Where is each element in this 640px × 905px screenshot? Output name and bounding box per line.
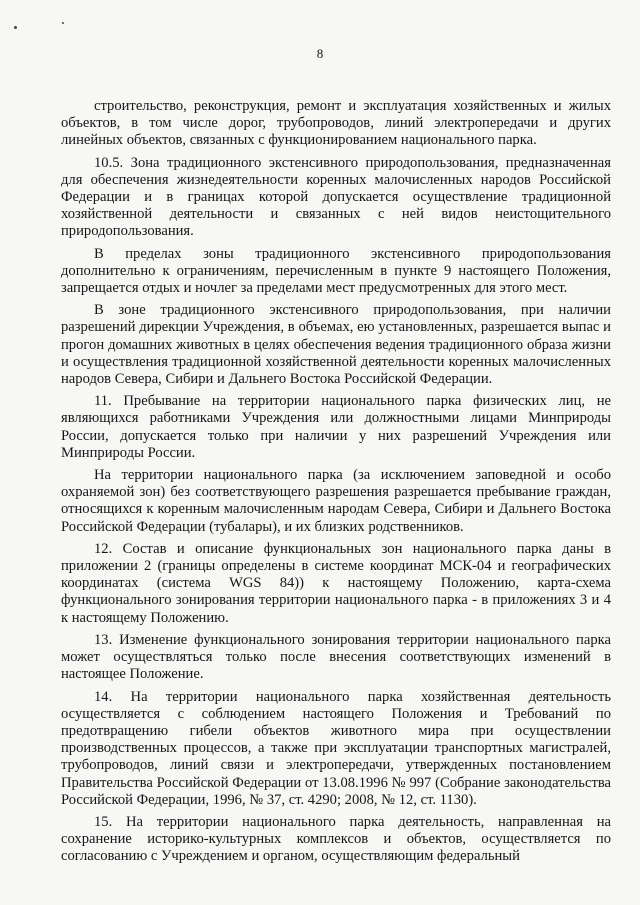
paragraph-indigenous-access: На территории национального парка (за исключением заповедной и особо охраняемой зон) без соответствующего разрешения разрешается пребывание граждан, относящихся к коренным малочисленным народам Севера, Сибири и Дальнего Востока Российской Федерации (тубалары), и их близких родственников. bbox=[61, 467, 611, 535]
paragraph-grazing: В зоне традиционного экстенсивного природопользования, при наличии разрешений дирекции Учреждения, в объемах, ею установленных, разрешается выпас и прогон домашних животных в целях обеспечения ведения традиционного образа жизни и осуществления традиционной хозяйственной деятельности коренных малочисленных народов Севера, Сибири и Дальнего Востока Российской Федерации. bbox=[61, 302, 611, 388]
scan-speck bbox=[14, 26, 17, 29]
page-number: 8 bbox=[316, 46, 324, 61]
paragraph-14: 14. На территории национального парка хозяйственная деятельность осуществляется с соблюдением настоящего Положения и Требований по предотвращению гибели объектов животного мира при осуществлении производственных процессов, а также при эксплуатации транспортных магистралей, трубопроводов, линий связи и электропередачи, утвержденных постановлением Правительства Российской Федерации от 13.08.1996 № 997 (Собрание законодательства Российской Федерации, 1996, № 37, ст. 4290; 2008, № 12, ст. 1130). bbox=[61, 688, 611, 808]
scan-speck bbox=[62, 22, 64, 24]
document-body bbox=[61, 98, 611, 871]
paragraph-10-5: 10.5. Зона традиционного экстенсивного природопользования, предназначенная для обеспечения жизнедеятельности коренных малочисленных народов Российской Федерации и в границах которой допускается осуществление традиционной хозяйственной деятельности и связанных с ней видов неистощительного природопользования. bbox=[61, 154, 611, 240]
paragraph-zone-restrictions: В пределах зоны традиционного экстенсивного природопользования дополнительно к ограничениям, перечисленным в пункте 9 настоящего Положения, запрещается отдых и ночлег за пределами мест предусмотренных для этого мест. bbox=[61, 245, 611, 297]
paragraph-continuation: строительство, реконструкция, ремонт и эксплуатация хозяйственных и жилых объектов, в том числе дорог, трубопроводов, линий электропередачи и других линейных объектов, связанных с функционированием национального парка. bbox=[61, 98, 611, 149]
paragraph-11: 11. Пребывание на территории национального парка физических лиц, не являющихся работниками Учреждения или должностными лицами Минприроды России, допускается только при наличии у них разрешений Учреждения или Минприроды России. bbox=[61, 393, 611, 461]
paragraph-13: 13. Изменение функционального зонирования территории национального парка может осуществляться только после внесения соответствующих изменений в настоящее Положение. bbox=[61, 631, 611, 683]
paragraph-15: 15. На территории национального парка деятельность, направленная на сохранение историко-культурных комплексов и объектов, осуществляется по согласованию с Учреждением и органом, осуществляющим федеральный bbox=[61, 813, 611, 865]
paragraph-12: 12. Состав и описание функциональных зон национального парка даны в приложении 2 (границы определены в системе координат МСК-04 и географических координатах (система WGS 84)) к настоящему Положению, карта-схема функционального зонирования территории национального парка - в приложениях 3 и 4 к настоящему Положению. bbox=[61, 540, 611, 626]
